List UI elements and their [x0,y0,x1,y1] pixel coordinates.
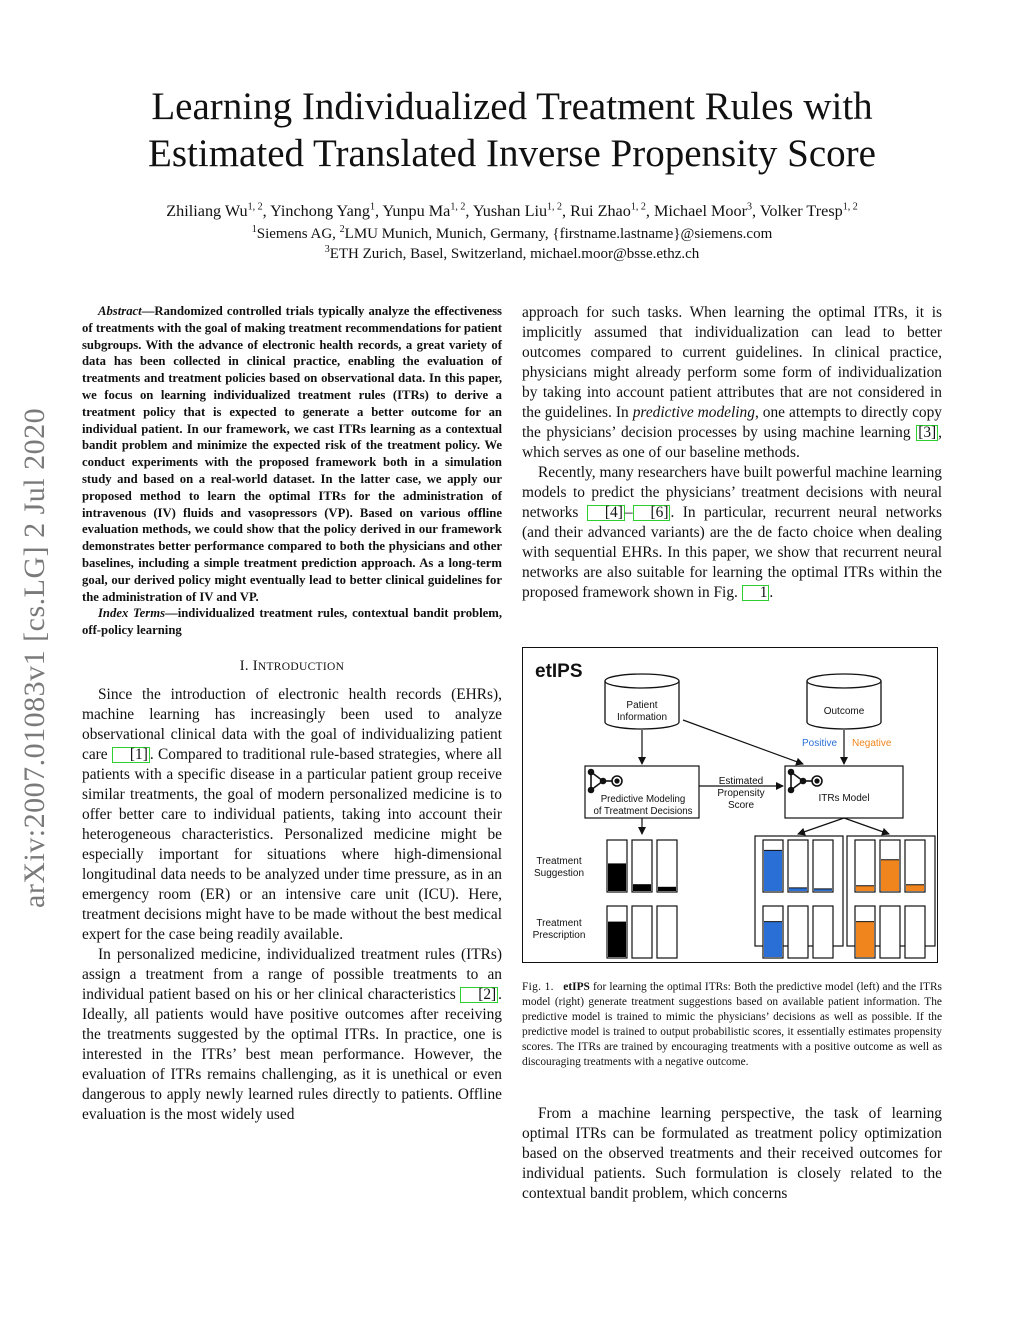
left-prescription-bar-frame [657,906,677,958]
intro-paragraph-2: In personalized medicine, individualized treatment rules (ITRs) assign a treatment from a range of possible treatments to an individual patient based on his or her clinical characteristics [2] . Ideally, all patients would have positive outcomes after receiving the treatments suggested by the optimal ITRs. In practice, one is interested in the ITRs’ best mean performance. However, the evaluation of ITRs remains challenging, as it is unethical or even dangerous to apply newly learned rules directly to patients. Offline evaluation is the most widely used [82,945,502,1123]
positive-suggestion-bar-frame [813,840,833,892]
right-paragraph-1: approach for such tasks. When learning the optimal ITRs, it is implicitly assumed that individualization can lead to better outcomes compared to current guidelines. In clinical practice, physicians might already perform some form of individualization by taking into account patient attributes that are not considered in the guidelines. In predictive modeling, one attempts to directly copy the physicians’ decision processes by using machine learning [3] , which serves as one of our baseline methods. [522,304,942,461]
left-column [82,303,502,1125]
right-paragraph-3: From a machine learning perspective, the task of learning optimal ITRs can be formulated as treatment policy optimization based on the observed treatments and their received outcomes for individual patients. Such formulation is closely related to the contextual bandit problem, which concerns [522,1105,942,1202]
db-right-label: Outcome [823,706,865,717]
citation-link[interactable]: [6] [633,505,671,521]
estimated-label-2: Propensity [717,788,765,799]
left-suggestion-bar-fill [658,887,676,891]
left-suggestion-bar-fill [608,863,626,891]
author-affiliation-mark: 1, 2 [630,201,646,213]
author: Yinchong Yang [270,202,370,220]
citation-link[interactable]: [2] [460,987,498,1003]
abstract: Abstract—Randomized controlled trials typically analyze the effectiveness of treatments with the goal of making treatment recommendations for patient subgroups. With the advance of electronic health records, a great variety of data has been collected in clinical practice, enabling the evaluation of treatments and treatment policies based on observational data. In this paper, we focus on learning individualized treatment rules (ITRs) to derive a treatment policy that is expected to generate a better outcome for an individual patient. In our framework, we cast ITRs learning as a contextual bandit problem and minimize the expected risk of the treatment policy. We conduct experiments with the proposed framework both in a simulation study and based on a real-world dataset. In the latter case, we apply our proposed method to learn the optimal ITRs for the administration of intravenous (IV) fluids and vasopressors (VP). Based on various offline evaluation methods, we could show that the policy derived in our framework demonstrates better performance compared to both the physicians and other baselines, including a simple treatment prediction approach. As a long-term goal, our derived policy might eventually lead to better clinical guidelines for the administration of IV and VP. [82,304,502,604]
title-line-1: Learning Individualized Treatment Rules with [151,85,873,128]
outcome-db-icon [807,674,881,729]
predictive-label-2: of Treatment Decisions [593,806,693,817]
paper-title [100,83,924,177]
negative-suggestion-bar-fill [856,886,874,891]
citation-link[interactable]: [3] [918,424,937,441]
author-affiliation-mark: 1 [369,201,375,213]
figure-1-diagram [523,648,939,964]
affiliation-1: $^1$Siemens AG, $^2$LMU Munich, Munich, Germany, {firstname.lastname}@siemens.com [251,224,773,242]
row1-label-1: Treatment [536,856,582,867]
author-list: Zhiliang Wu$^{1, 2}$, Yinchong Yang$^1$, Yunpu Ma$^{1, 2}$, Yushan Liu$^{1, 2}$, Rui Zhao$^{1, 2}$, Michael Moor$^3$, Volker Tresp$^{1, 2}$ [166,201,858,220]
itrs-model-box [785,766,903,818]
db-left-label-1: Patient [626,700,658,711]
row2-label-1: Treatment [536,918,582,929]
author: Yunpu Ma [382,202,451,220]
author: Yushan Liu [472,202,548,220]
right-column-bottom [522,1104,942,1204]
author-affiliation-mark: 1, 2 [247,201,263,213]
positive-label: Positive [802,738,838,749]
row1-label-2: Suggestion [533,868,585,879]
estimated-label-3: Score [727,800,755,811]
left-suggestion-bar-fill [633,884,651,891]
author: Rui Zhao [570,202,631,220]
negative-suggestion-bar-frame [855,840,875,892]
title-line-2: Estimated Translated Inverse Propensity Score [148,132,876,175]
figure-1 [522,647,938,963]
author: Volker Tresp [759,202,843,220]
author-affiliation-mark: 3 [747,201,752,213]
section-heading-introduction: I. INTRODUCTION [239,657,345,674]
arxiv-stamp: arXiv:2007.01083v1 [cs.LG] 2 Jul 2020 [18,407,51,909]
left-prescription-bar-frame [632,906,652,958]
negative-label: Negative [852,738,892,749]
row2-label-2: Prescription [532,930,586,941]
figure-title: etIPS [535,661,583,682]
negative-suggestion-bar-fill [881,860,899,891]
citation-link[interactable]: [4] [587,505,625,521]
figure-caption: Fig. 1. etIPS for learning the optimal ITRs: Both the predictive model (left) and the ITRs model (right) generate treatment suggestions based on available patient information. The predictive model is trained to mimic the physicians’ decisions as well as possible. If the predictive model is trained to output probabilistic scores, it essentially estimates propensity scores. The ITRs are trained by encouraging treatments with a positive outcome as well as discouraging treatments with a negative outcome. [522,981,942,1069]
author: Zhiliang Wu [166,202,248,220]
negative-suggestion-bar-fill [906,885,924,891]
predictive-label-1: Predictive Modeling [600,794,686,805]
itrs-label: ITRs Model [818,793,870,804]
affiliation-2: $^3$ETH Zurich, Basel, Switzerland, michael.moor@bsse.ethz.ch [324,244,700,262]
author-affiliation-mark: 1, 2 [842,201,858,213]
citation-link[interactable]: [1] [112,747,150,763]
author-affiliation-mark: 1, 2 [450,201,466,213]
db-left-label-2: Information [616,712,668,723]
left-prescription-bar-fill [608,922,626,957]
negative-prescription-bar-fill [856,922,874,957]
author: Michael Moor [653,202,747,220]
right-column [522,303,942,603]
negative-prescription-bar-frame [880,906,900,958]
positive-suggestion-bar-fill [764,850,782,891]
right-paragraph-2: Recently, many researchers have built powerful machine learning models to predict the physicians’ treatment decisions with neural networks [4] – [6] . In particular, recurrent neural networks (and their advanced variants) are the de facto choice when dealing with sequential EHRs. In this paper, we show that recurrent neural networks are also suitable for learning the optimal ITRs within the proposed framework shown in Fig. 1 . [522,464,942,601]
index-terms: Index Terms—individualized treatment rules, contextual bandit problem, off-policy learning [82,606,502,638]
estimated-label-1: Estimated [718,776,764,787]
negative-suggestion-bar-frame [905,840,925,892]
figure-link[interactable]: 1 [742,585,770,601]
positive-prescription-bar-frame [813,906,833,958]
intro-paragraph-1: Since the introduction of electronic health records (EHRs), machine learning has increasingly been used to analyze observational clinical data with the goal of individualizing patient care [1] . Compared to traditional rule-based strategies, where all patients with a specific disease in a particular patient group receive similar treatments, the goal of modern personalized medicine is to offer better care to individual patients, taking into account their heterogeneous characteristics. Personalized medicine might be especially important for situations where high-dimensional longitudinal data needs to be analyzed under time pressure, as in an emergency room (ER) or an intensive care unit (ICU). Here, treatment decisions might have to be made without the best medical expert for the case being readily available. [82,685,502,943]
left-suggestion-bar-frame [657,840,677,892]
positive-suggestion-bar-frame [788,840,808,892]
negative-prescription-bar-frame [905,906,925,958]
positive-prescription-bar-fill [764,922,782,957]
author-affiliation-mark: 1, 2 [547,201,563,213]
positive-prescription-bar-frame [788,906,808,958]
